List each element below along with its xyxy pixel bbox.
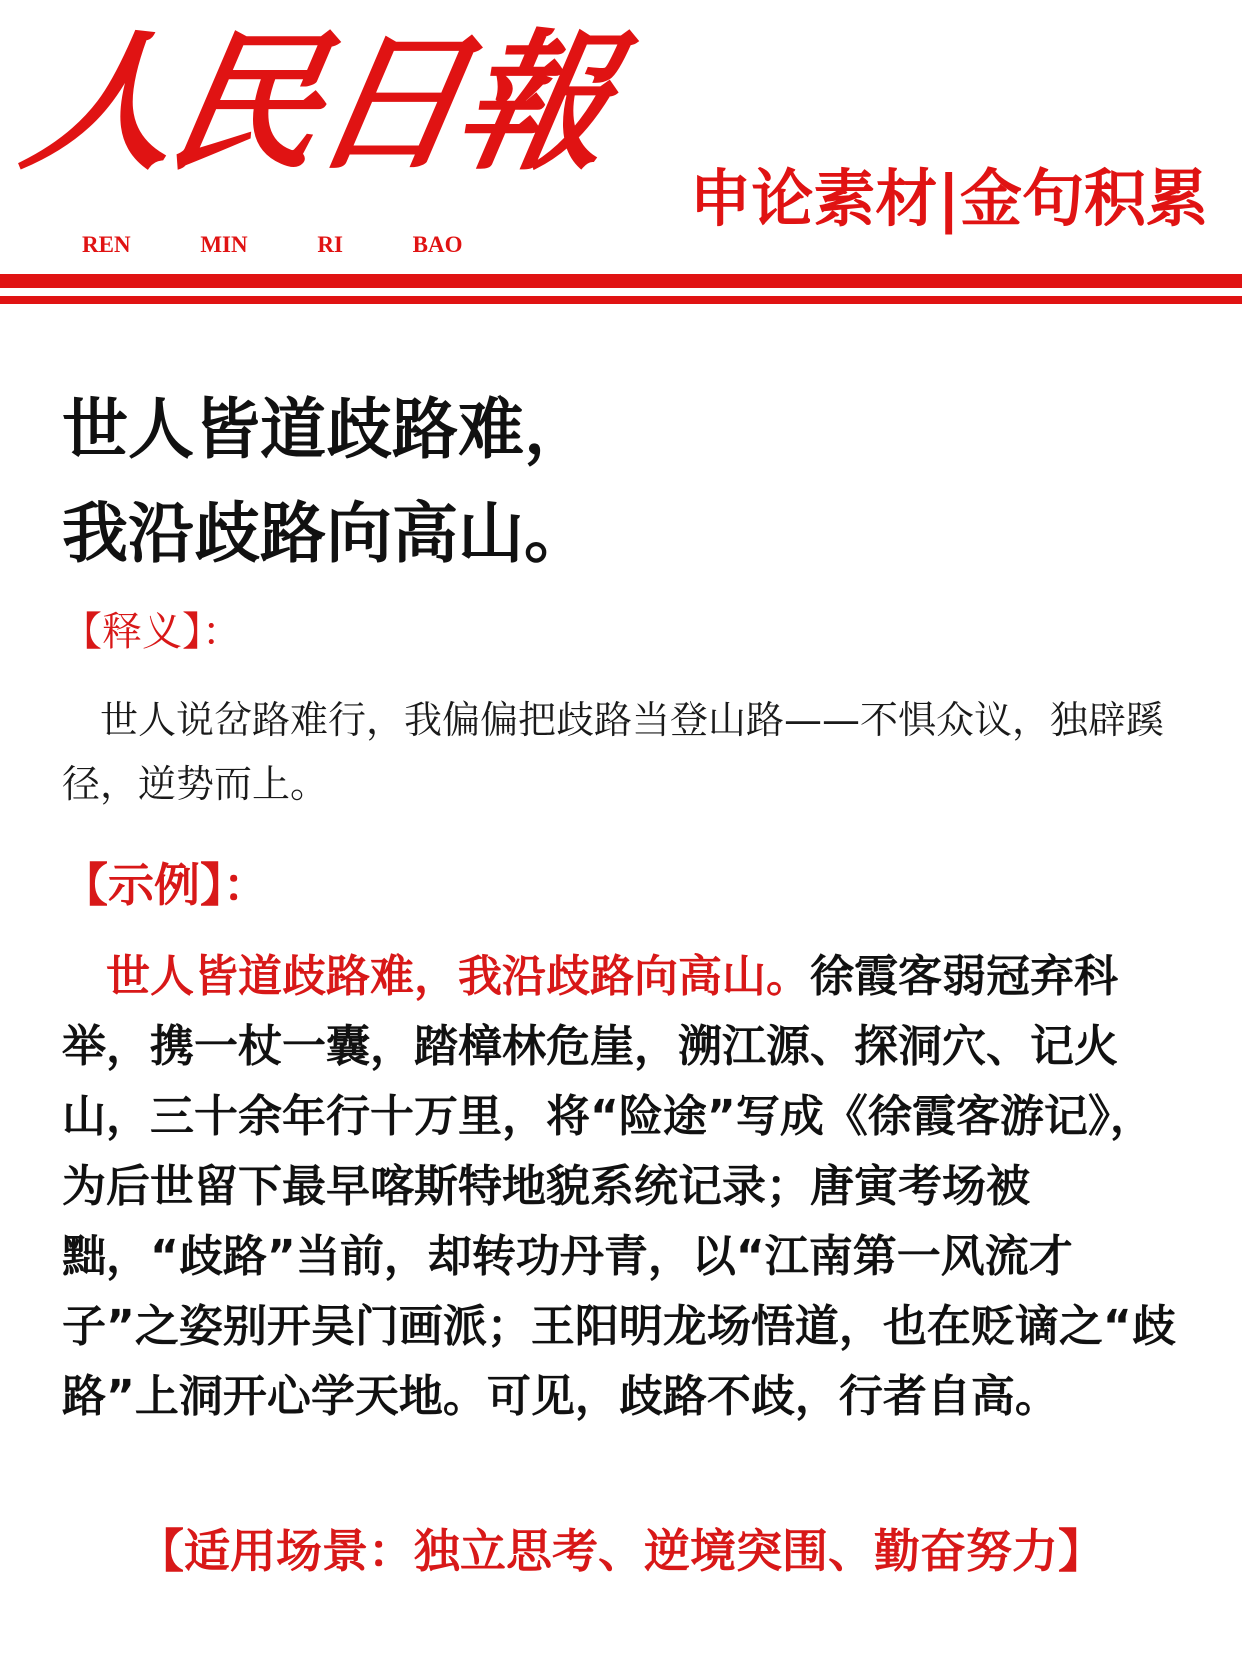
pinyin-min: MIN: [200, 232, 248, 257]
pinyin-ri: RI: [317, 232, 343, 257]
column-title: 申论素材|金句积累: [689, 162, 1208, 235]
headline-line-2: 我沿歧路向高山。: [62, 495, 590, 572]
headline: [62, 378, 590, 586]
example-quote: 世人皆道歧路难，我沿歧路向高山。: [106, 951, 810, 1002]
applicable-scenarios: 【适用场景：独立思考、逆境突围、勤奋努力】: [138, 1524, 1104, 1578]
logo-pinyin: [82, 232, 527, 258]
pinyin-ren: REN: [82, 232, 131, 257]
header-divider-thin: [0, 296, 1242, 304]
example-label: 【示例】：: [62, 858, 269, 912]
meaning-text: 世人说岔路难行，我偏偏把歧路当登山路——不惧众议，独辟蹊径，逆势而上。: [62, 698, 1165, 806]
meaning-label: 【释义】：: [62, 609, 242, 655]
newspaper-logo: 人民日報: [12, 15, 620, 191]
example-paragraph: [62, 942, 1182, 1432]
header-divider-thick: [0, 274, 1242, 288]
pinyin-bao: BAO: [412, 232, 463, 257]
headline-line-1: 世人皆道歧路难，: [62, 391, 590, 468]
example-text: 徐霞客弱冠弃科举，携一杖一囊，踏樟林危崖，溯江源、探洞穴、记火山，三十余年行十万里，将“险途”写成《徐霞客游记》，为后世留下最早喀斯特地貌系统记录；唐寅考场被黜，“歧路”当前，却转功丹青，以“江南第一风流才子”之姿别开吴门画派；王阳明龙场悟道，也在贬谪之“歧路”上洞开心学天地。可见，歧路不歧，行者自高。: [62, 951, 1176, 1422]
